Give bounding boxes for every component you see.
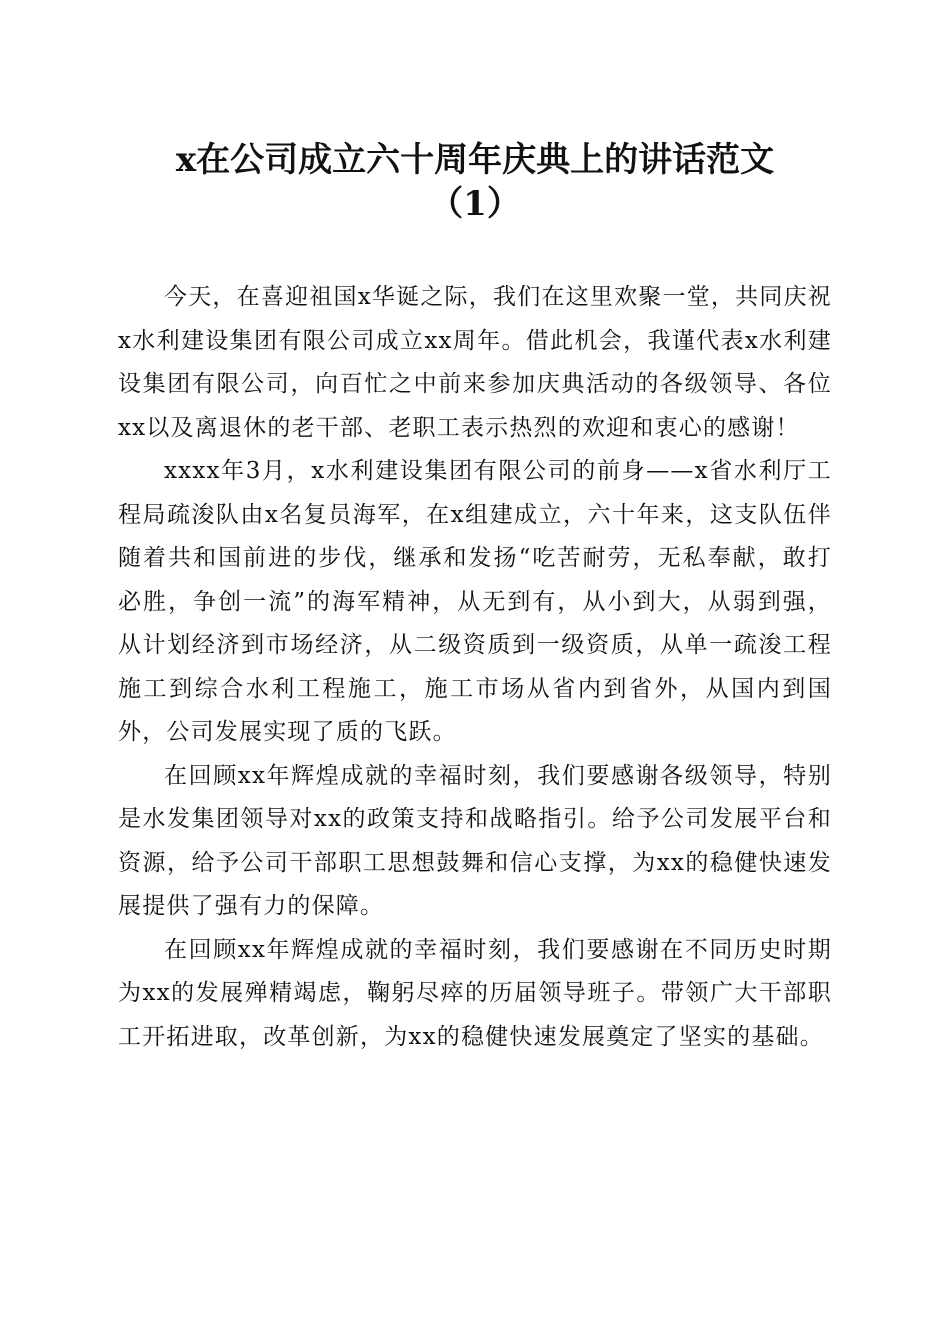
title-line-1: x在公司成立六十周年庆典上的讲话范文 (175, 140, 775, 180)
paragraph-4: 在回顾xx年辉煌成就的幸福时刻，我们要感谢在不同历史时期为xx的发展殚精竭虑，鞠躬尽瘁的历届领导班子。带领广大干部职工开拓进取，改革创新，为xx的稳健快速发展奠定了坚实的基础。 (118, 936, 832, 1050)
paragraph-2: xxxx年3月，x水利建设集团有限公司的前身——x省水利厅工程局疏浚队由x名复员海军，在x组建成立，六十年来，这支队伍伴随着共和国前进的步伐，继承和发扬“吃苦耐劳，无私奉献，敢打必胜，争创一流”的海军精神，从无到有，从小到大，从弱到强，从计划经济到市场经济，从二级资质到一级资质，从单一疏浚工程施工到综合水利工程施工，施工市场从省内到省外，从国内到国外，公司发展实现了质的飞跃。 (118, 458, 832, 745)
paragraph-3: 在回顾xx年辉煌成就的幸福时刻，我们要感谢各级领导，特别是水发集团领导对xx的政策支持和战略指引。给予公司发展平台和资源，给予公司干部职工思想鼓舞和信心支撑，为xx的稳健快速发展提供了强有力的保障。 (118, 762, 832, 919)
document-title (100, 138, 850, 226)
document-body (118, 276, 832, 1059)
title-line-2: （1） (429, 184, 521, 224)
paragraph-1: 今天，在喜迎祖国x华诞之际，我们在这里欢聚一堂，共同庆祝x水利建设集团有限公司成立xx周年。借此机会，我谨代表x水利建设集团有限公司，向百忙之中前来参加庆典活动的各级领导、各位xx以及离退休的老干部、老职工表示热烈的欢迎和衷心的感谢！ (118, 284, 832, 441)
